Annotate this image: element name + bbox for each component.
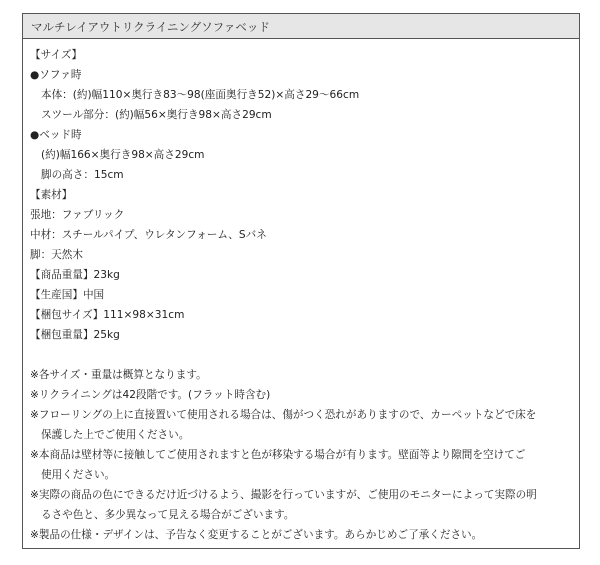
spec-line-size-heading: 【サイズ】	[30, 49, 83, 61]
spec-line-sofa-mode: ●ソファ時	[30, 69, 82, 81]
note-line: ※本商品は壁材等に接触してご使用されますと色が移染する場合が有ります。壁面等より隙間を空けてご	[30, 449, 526, 461]
spec-line-origin: 【生産国】中国	[30, 289, 105, 301]
spec-list	[30, 45, 579, 345]
notes-list	[30, 365, 579, 545]
spec-line-weight: 【商品重量】23kg	[30, 269, 120, 281]
spec-line-upholstery: 張地：ファブリック	[30, 209, 125, 221]
spec-line-package-size: 【梱包サイズ】111×98×31cm	[30, 309, 185, 321]
note-line-continuation: るさや色と、多少異なって見える場合がございます。	[41, 509, 295, 521]
note-line-continuation: 保護した上でご使用ください。	[41, 429, 190, 441]
spec-line-stool-size: スツール部分：(約)幅56×奥行き98×高さ29cm	[41, 109, 272, 121]
note-line: ※実際の商品の色にできるだけ近づけるよう、撮影を行っていますが、ご使用のモニターによって実際の明	[30, 489, 537, 501]
spec-line-bed-mode: ●ベッド時	[30, 129, 82, 141]
spec-line-leg-height: 脚の高さ：15cm	[41, 169, 124, 181]
product-title: マルチレイアウトリクライニングソファベッド	[23, 14, 579, 39]
note-line: ※リクライニングは42段階です。(フラット時含む)	[30, 389, 271, 401]
spec-line-legs: 脚：天然木	[30, 249, 83, 261]
spec-line-package-weight: 【梱包重量】25kg	[30, 329, 120, 341]
note-line: ※製品の仕様・デザインは、予告なく変更することがございます。あらかじめご了承ください。	[30, 529, 483, 541]
spec-line-material-heading: 【素材】	[30, 189, 73, 201]
section-spacer	[30, 345, 579, 365]
spec-line-filling: 中材：スチールパイプ、ウレタンフォーム、Sバネ	[30, 229, 267, 241]
spec-line-body-size: 本体：(約)幅110×奥行き83～98(座面奥行き52)×高さ29～66cm	[41, 89, 360, 101]
spec-card	[22, 13, 580, 549]
note-line: ※各サイズ・重量は概算となります。	[30, 369, 207, 381]
spec-line-bed-size: (約)幅166×奥行き98×高さ29cm	[41, 149, 205, 161]
note-line-continuation: 使用ください。	[41, 469, 116, 481]
spec-body	[23, 39, 579, 545]
note-line: ※フローリングの上に直接置いて使用される場合は、傷がつく恐れがありますので、カーペットなどで床を	[30, 409, 537, 421]
